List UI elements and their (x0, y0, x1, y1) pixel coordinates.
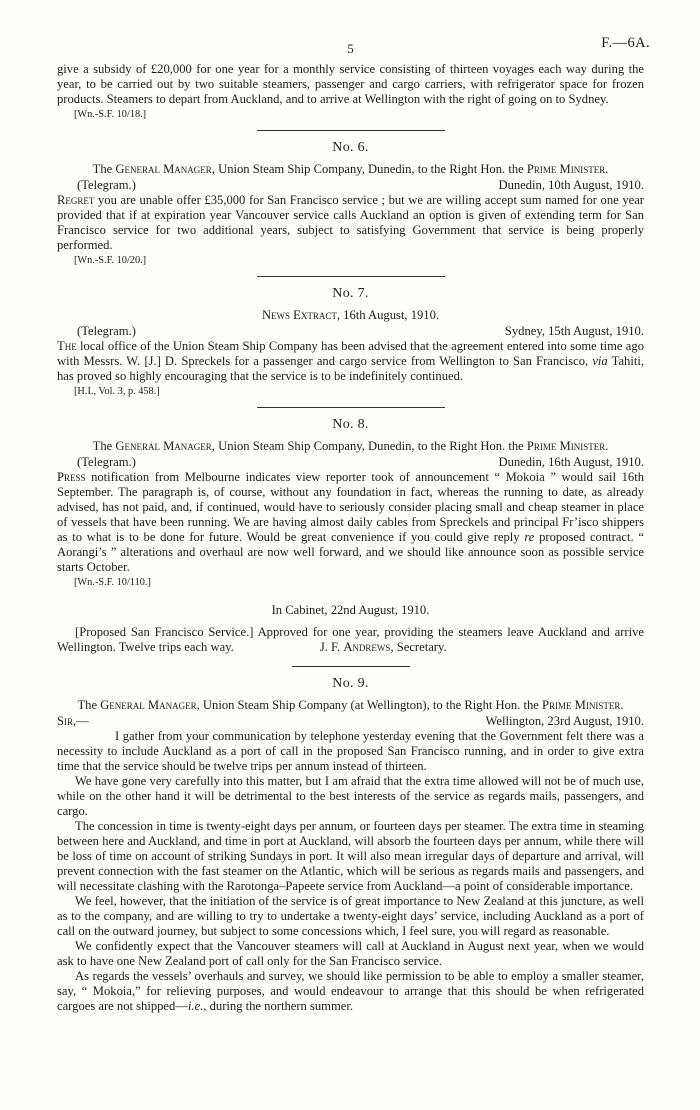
text-segment: notification from Melbourne indicates view reporter took of announcement “ Mokoia ” would sail 16th September. The paragraph is, of course, without any foundation in fact, whereas the running to date, as already advised, has not paid, and, if continued, would have to seriously consider placing small and cheap steamer in place of vessels that have been running. We are having almost daily cables from Spreckels and principal Fr’isco shippers as to what is to be done for future. Would be great convenience if you could give reply (57, 470, 644, 544)
cabinet-minute-body: [Proposed San Francisco Service.] Approved for one year, providing the steamers leave Auckland and arrive Wellington. Twelve trips each way. (57, 625, 644, 654)
file-reference: [Wn.-S.F. 10/110.] (74, 577, 151, 588)
telegram-dateline-row (57, 178, 644, 193)
file-reference: [H.I., Vol. 3, p. 458.] (74, 386, 160, 397)
text-segment: , 16th August, 1910. (336, 308, 440, 322)
section-divider (257, 276, 445, 277)
text-segment: Sir (57, 714, 74, 728)
text-segment: The (77, 698, 101, 712)
section-number: No. 9. (332, 676, 369, 691)
text-segment: General Manager (100, 698, 197, 712)
text-segment: The (92, 162, 116, 176)
dateline: Dunedin, 10th August, 1910. (498, 178, 644, 192)
telegram-label: (Telegram.) (77, 324, 136, 338)
telegram-dateline-row (57, 455, 644, 470)
addressee-line (57, 162, 644, 177)
text-segment: local office of the Union Steam Ship Company has been advised that the agreement entered into some time ago with Messrs. W. [J.] D. Spreckels for a passenger and cargo service from Wellington to San Francisco, (57, 339, 644, 368)
section-no-7 (57, 286, 644, 398)
dateline: Wellington, 23rd August, 1910. (485, 714, 644, 728)
text-segment: . (605, 439, 609, 453)
folio-reference: F.—6A. (601, 35, 650, 51)
addressee-line (57, 698, 644, 713)
page-header (57, 35, 650, 62)
section-number: No. 7. (332, 286, 369, 301)
text-segment: , Secretary. (390, 640, 447, 654)
file-reference: [Wn.-S.F. 10/18.] (74, 109, 147, 120)
file-reference: [Wn.-S.F. 10/20.] (74, 255, 147, 266)
text-segment: , Union Steam Ship Company, Dunedin, to the Right Hon. the (211, 162, 527, 176)
text-segment: ,— (73, 714, 89, 728)
text-segment: Tahiti, has proved so highly encouraging that the service is to be indefinitely continued. (57, 354, 644, 383)
text-segment: you are unable offer £35,000 for San Francisco service ; but we are willing accept sum named for one year provided that if at expiration year Vancouver service calls Auckland an option is given of extending term for San Francisco service for two additional years, subject to satisfying Government that service is being properly performed. (57, 193, 644, 252)
section-no-6 (57, 140, 644, 267)
dateline: Dunedin, 16th August, 1910. (498, 455, 644, 469)
text-segment: , Union Steam Ship Company, Dunedin, to the Right Hon. the (211, 439, 527, 453)
text-segment: J. F. (319, 640, 344, 654)
salutation (57, 714, 89, 729)
text-segment: Regret (57, 193, 95, 207)
letter-paragraph: We feel, however, that the initiation of the service is of great importance to New Zealand at this juncture, as well as to the company, and are willing to try to undertake a twenty-eight days’ service, including Auckland as a port of call on the outward journey, but subject to some concessions which, I feel sure, you will regard as reasonable. (57, 894, 644, 938)
text-segment: As regards the vessels’ overhauls and survey, we should like permission to be able to employ a smaller steamer, say, “ Mokoia,” for relieving purposes, and would endeavour to arrange that this should be when refrigerated cargoes are not shipped— (57, 969, 644, 1013)
text-segment: General Manager (115, 439, 212, 453)
text-segment: Prime Minister (526, 439, 606, 453)
section-cabinet-minute (57, 603, 644, 655)
salutation-dateline-row (57, 714, 644, 729)
text-segment: General Manager (115, 162, 212, 176)
cabinet-heading: In Cabinet, 22nd August, 1910. (271, 603, 430, 617)
signature (302, 640, 447, 655)
section-no-9 (57, 676, 644, 1014)
text-segment: Press (57, 470, 86, 484)
page-number: 5 (347, 42, 354, 56)
text-segment: , Union Steam Ship Company (at Wellington), to the Right Hon. the (196, 698, 543, 712)
telegram-label: (Telegram.) (77, 455, 136, 469)
text-segment: . (605, 162, 609, 176)
text-segment: Andrews (343, 640, 391, 654)
letter-paragraph (57, 969, 644, 1014)
addressee-line (57, 439, 644, 454)
text-segment: re (524, 530, 535, 544)
news-extract-heading (57, 308, 644, 323)
text-segment: via (592, 354, 608, 368)
text-segment: , during the northern summer. (203, 999, 354, 1013)
letter-paragraph: The concession in time is twenty-eight days per annum, or fourteen days per steamer. The extra time in steaming between here and Auckland, and time in port at Auckland, will absorb the fourteen days per annum, while there will be loss of time on account of striking Sundays in port. It will also mean irregular days of departure and arrival, will prevent connection with the fast steamer on the Atlantic, which will be serious as regards mails and passengers, and will necessitate clashing with the Rarotonga–Papeete service from Auckland—a point of considerable importance. (57, 819, 644, 893)
section-no-8 (57, 417, 644, 589)
cabinet-minute-text (57, 625, 644, 655)
letter-paragraph: We have gone very carefully into this matter, but I am afraid that the extra time allowed will not be of much use, while on the other hand it will be detrimental to the best interests of the service as regards mails, passengers, and cargo. (57, 774, 644, 818)
continuation-paragraph: give a subsidy of £20,000 for one year for a monthly service consisting of thirteen voyages each way during the year, to be carried out by two suitable steamers, passenger and cargo carriers, with refrigerator space for frozen products. Steamers to depart from Auckland, and to arrive at Wellington with the right of going on to Sydney. (57, 62, 644, 106)
section-divider (257, 130, 445, 131)
text-segment: News Extract (261, 308, 337, 322)
text-segment: The (92, 439, 116, 453)
telegram-dateline-row (57, 324, 644, 339)
section-number: No. 6. (332, 140, 369, 155)
section-divider (257, 407, 445, 408)
letter-paragraph: We confidently expect that the Vancouver steamers will call at Auckland in August next year, when we would ask to have one New Zealand port of call only for the San Francisco service. (57, 939, 644, 968)
telegram-body (57, 193, 644, 253)
text-segment: The (57, 339, 77, 353)
text-segment: Prime Minister (526, 162, 606, 176)
text-segment: proposed contract. “ Aorangi’s ” alterations and overhaul are now well forward, and we should like announce soon as possible service starts October. (57, 530, 644, 574)
text-segment: . (620, 698, 624, 712)
telegram-label: (Telegram.) (77, 178, 136, 192)
section-continuation (57, 62, 644, 121)
telegram-body (57, 339, 644, 384)
dateline: Sydney, 15th August, 1910. (504, 324, 644, 338)
letter-paragraph: I gather from your communication by telephone yesterday evening that the Government felt there was a necessity to include Auckland as a port of call in the proposed San Francisco running, and in order to give extra time that the service should be twelve trips per annum instead of thirteen. (57, 729, 644, 773)
text-segment: Prime Minister (542, 698, 621, 712)
section-number: No. 8. (332, 417, 369, 432)
text-segment: i.e. (187, 999, 204, 1013)
telegram-body (57, 470, 644, 575)
section-divider (292, 666, 410, 667)
